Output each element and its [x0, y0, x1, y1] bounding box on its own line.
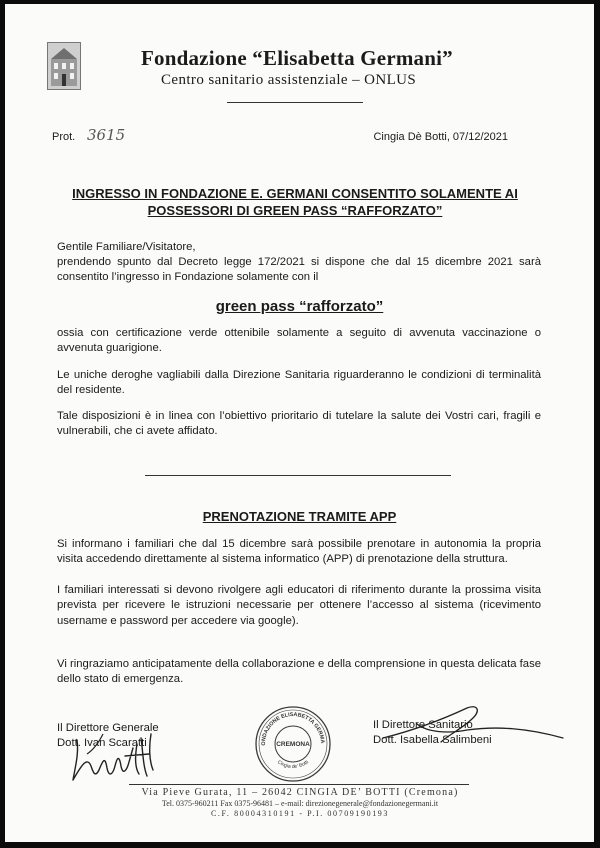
- greeting: Gentile Familiare/Visitatore,: [57, 241, 196, 253]
- stamp-bottom-text: Cingia de’ Botti: [276, 759, 310, 771]
- left-signatory-role: Il Direttore Generale: [57, 722, 159, 734]
- organization-subtitle: Centro sanitario assistenziale – ONLUS: [161, 72, 417, 88]
- section1-heading: [55, 185, 535, 219]
- right-signatory-name: Dott. Isabella Salimbeni: [373, 734, 492, 746]
- right-signatory-role: Il Direttore Sanitario: [373, 719, 473, 731]
- foundation-logo: [47, 42, 81, 90]
- protocol-number: 3615: [87, 126, 126, 144]
- footer-address: Via Pieve Gurata, 11 – 26042 CINGIA DE’ BOTTI (Cremona): [141, 787, 459, 798]
- section2-heading: PRENOTAZIONE TRAMITE APP: [202, 509, 397, 524]
- paragraph-app-booking: Si informano i familiari che dal 15 dicembre sarà possibile prenotare in autonomia la propria visita accedendo direttamente al sistema informatico (APP) di prenotazione della struttura.: [57, 538, 541, 566]
- green-pass-title: green pass “rafforzato”: [215, 298, 384, 315]
- paragraph-derogations: Le uniche deroghe vagliabili dalla Direzione Sanitaria riguarderanno le condizioni di terminalità del residente.: [57, 369, 541, 397]
- paragraph-certification: ossia con certificazione verde ottenibile solamente a seguito di avvenuta vaccinazione o avvenuta guarigione.: [57, 327, 541, 355]
- organization-title: Fondazione “Elisabetta Germani”: [141, 46, 453, 70]
- header-divider: [227, 102, 363, 103]
- paragraph-closing: Vi ringraziamo anticipatamente della collaborazione e della comprensione in questa delicata fase dello stato di emergenza.: [57, 658, 541, 686]
- right-handwritten-signature: [377, 698, 567, 754]
- paragraph-objective: Tale disposizioni è in linea con l’obiettivo prioritario di tutelare la salute dei Vostri cari, fragili e vulnerabili, che ci avete affidato.: [57, 410, 541, 438]
- place-date: Cingia Dè Botti, 07/12/2021: [373, 131, 508, 143]
- stamp-ring-text: ONDAZIONE ELISABETTA GERMA: [260, 711, 326, 746]
- left-signatory-name: Dott. Ivan Scaratti: [57, 737, 147, 749]
- section-divider: [145, 475, 451, 476]
- svg-text:Cingia de’ Botti: [276, 759, 310, 770]
- intro-paragraph: prendendo spunto dal Decreto legge 172/2021 si dispone che dal 15 dicembre 2021 sarà consentito l’ingresso in Fondazione solamente con il: [57, 256, 541, 284]
- left-handwritten-signature: [63, 726, 173, 786]
- footer: [115, 783, 485, 819]
- footer-contacts: Tel. 0375-960211 Fax 0375-96481 – e-mail: direzionegenerale@fondazionegermani.it: [161, 799, 439, 808]
- section1-heading-line2: POSSESSORI DI GREEN PASS “RAFFORZATO”: [147, 203, 443, 218]
- protocol-label: Prot.: [52, 131, 76, 143]
- stamp-center-text: CREMONA: [276, 741, 310, 748]
- paragraph-educators: I familiari interessati si devono rivolgere agli educatori di riferimento durante la prossima visita prevista per ricevere le istruzioni necessarie per ottenere l’accesso al sistema (ricevimento username e password per accedere via google).: [57, 584, 541, 627]
- footer-fiscal: C.F. 80004310191 - P.I. 00709190193: [210, 809, 390, 818]
- official-stamp: [253, 704, 333, 784]
- document-page: [5, 4, 594, 842]
- section1-heading-line1: INGRESSO IN FONDAZIONE E. GERMANI CONSENTITO SOLAMENTE AI: [72, 186, 518, 201]
